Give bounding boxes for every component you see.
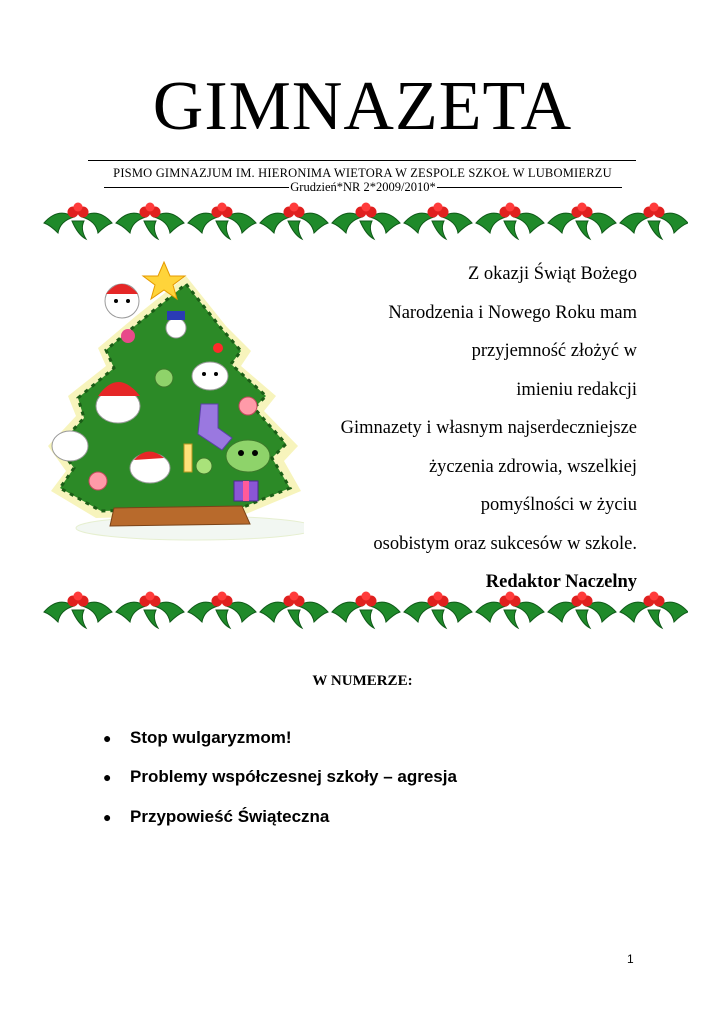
- holly-sprig-icon: [332, 203, 400, 240]
- newspaper-subtitle: PISMO GIMNAZJUM IM. HIERONIMA WIETORA W ZESPOLE SZKOŁ W LUBOMIERZU: [113, 166, 612, 180]
- holly-sprig-icon: [116, 592, 184, 629]
- bullet-icon: ●: [103, 729, 112, 746]
- holly-sprig-icon: [404, 203, 472, 240]
- list-item: [103, 718, 457, 758]
- greeting-line: Narodzenia i Nowego Roku mam: [388, 302, 637, 323]
- contents-item: Problemy współczesnej szkoły – agresja: [130, 767, 457, 787]
- holly-sprig-icon: [44, 203, 112, 240]
- greeting-line: Gimnazety i własnym najserdeczniejsze: [340, 418, 637, 438]
- holly-sprig-icon: [260, 203, 328, 240]
- contents-list: [103, 718, 457, 837]
- holly-sprig-icon: [548, 203, 616, 240]
- holly-sprig-icon: [548, 592, 616, 629]
- holly-sprig-icon: [620, 592, 688, 629]
- holly-sprig-icon: [188, 203, 256, 240]
- greeting-message: [297, 255, 637, 602]
- greeting-line: imieniu redakcji: [516, 379, 637, 400]
- holly-sprig-icon: [476, 203, 544, 240]
- holly-sprig-icon: [404, 592, 472, 629]
- contents-title: W NUMERZE:: [312, 673, 413, 689]
- greeting-line: życzenia zdrowia, wszelkiej: [428, 456, 637, 477]
- page-number: 1: [627, 952, 634, 966]
- issue-rule-right: [437, 187, 622, 188]
- holly-sprig-icon: [188, 592, 256, 629]
- issue-info: Grudzień*NR 2*2009/2010*: [290, 180, 436, 194]
- newspaper-title: GIMNAZETA: [152, 68, 573, 145]
- holly-garland-icon: [38, 590, 688, 630]
- list-item: [103, 797, 457, 837]
- holly-garland-icon: [38, 201, 688, 241]
- contents-item: Przypowieść Świąteczna: [130, 806, 330, 826]
- bullet-icon: ●: [103, 808, 112, 825]
- greeting-line: przyjemność złożyć w: [471, 341, 637, 361]
- issue-rule-left: [104, 187, 289, 188]
- holly-sprig-icon: [116, 203, 184, 240]
- holly-sprig-icon: [476, 592, 544, 629]
- list-item: [103, 758, 457, 798]
- holly-sprig-icon: [620, 203, 688, 240]
- issue-line: [104, 180, 622, 195]
- greeting-signature: Redaktor Naczelny: [485, 572, 637, 592]
- contents-item: Stop wulgaryzmom!: [130, 727, 292, 747]
- holly-sprig-icon: [44, 592, 112, 629]
- holly-sprig-icon: [332, 592, 400, 629]
- title-rule: [88, 160, 636, 161]
- greeting-line: osobistym oraz sukcesów w szkole.: [373, 533, 637, 554]
- greeting-line: Z okazji Świąt Bożego: [467, 264, 637, 284]
- greeting-line: pomyślności w życiu: [480, 495, 637, 515]
- bullet-icon: ●: [103, 769, 112, 786]
- holly-sprig-icon: [260, 592, 328, 629]
- christmas-tree-icon: [36, 256, 304, 546]
